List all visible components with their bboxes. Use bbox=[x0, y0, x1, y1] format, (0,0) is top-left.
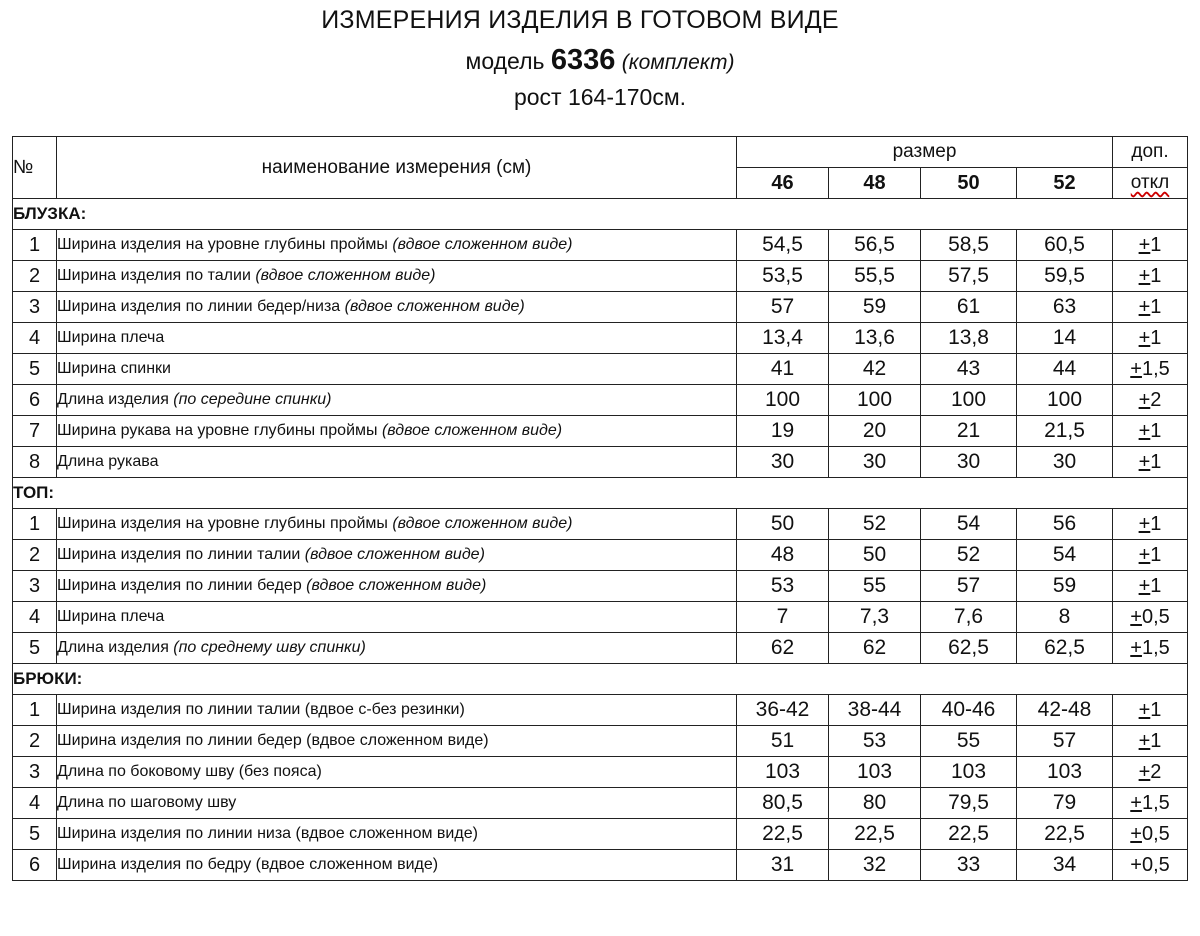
size-value-46: 22,5 bbox=[737, 819, 829, 850]
size-value-52: 103 bbox=[1017, 757, 1113, 788]
size-value-50: 79,5 bbox=[921, 788, 1017, 819]
tolerance-cell bbox=[1113, 757, 1188, 788]
tolerance-cell bbox=[1113, 261, 1188, 292]
table-row bbox=[13, 602, 1188, 633]
size-value-48: 55 bbox=[829, 571, 921, 602]
size-value-46: 19 bbox=[737, 416, 829, 447]
measurement-name: Ширина спинки bbox=[57, 360, 171, 377]
measurement-name: Ширина плеча bbox=[57, 329, 165, 346]
measurement-name-cell bbox=[57, 602, 737, 633]
size-value-46: 53,5 bbox=[737, 261, 829, 292]
plus-minus-sign: + bbox=[1138, 233, 1151, 256]
measurement-note: (вдвое сложенном виде) bbox=[306, 577, 487, 594]
row-number: 4 bbox=[13, 323, 57, 354]
section-title: БРЮКИ: bbox=[13, 664, 1188, 695]
table-row bbox=[13, 757, 1188, 788]
size-header-50: 50 bbox=[921, 168, 1017, 199]
size-value-48: 13,6 bbox=[829, 323, 921, 354]
tolerance-value: 1 bbox=[1150, 295, 1162, 318]
measurement-name-cell bbox=[57, 819, 737, 850]
table-row bbox=[13, 230, 1188, 261]
measurement-name: Ширина изделия на уровне глубины проймы bbox=[57, 515, 393, 532]
plus-minus-sign: + bbox=[1138, 698, 1151, 721]
measurement-name-cell bbox=[57, 757, 737, 788]
size-value-52: 44 bbox=[1017, 354, 1113, 385]
table-row bbox=[13, 819, 1188, 850]
plus-minus-sign: + bbox=[1130, 605, 1142, 628]
row-number: 4 bbox=[13, 788, 57, 819]
model-prefix: модель bbox=[465, 48, 545, 74]
size-value-48: 7,3 bbox=[829, 602, 921, 633]
header-row-1 bbox=[13, 137, 1188, 168]
size-value-48: 20 bbox=[829, 416, 921, 447]
table-row bbox=[13, 695, 1188, 726]
measurement-name-cell bbox=[57, 447, 737, 478]
tolerance-value: 0,5 bbox=[1141, 822, 1170, 845]
size-value-52: 14 bbox=[1017, 323, 1113, 354]
measurements-table-body bbox=[13, 137, 1188, 881]
table-row bbox=[13, 726, 1188, 757]
measurement-name: Ширина плеча bbox=[57, 608, 165, 625]
size-value-50: 103 bbox=[921, 757, 1017, 788]
size-value-46: 80,5 bbox=[737, 788, 829, 819]
measurement-note: (вдвое сложенном виде) bbox=[304, 546, 485, 563]
size-value-50: 57,5 bbox=[921, 261, 1017, 292]
size-value-52: 60,5 bbox=[1017, 230, 1113, 261]
measurement-name-cell bbox=[57, 695, 737, 726]
column-header-name: наименование измерения (см) bbox=[57, 137, 737, 199]
table-row bbox=[13, 261, 1188, 292]
size-value-50: 57 bbox=[921, 571, 1017, 602]
measurement-note: (вдвое сложенном виде) bbox=[344, 298, 525, 315]
table-row bbox=[13, 850, 1188, 881]
row-number: 5 bbox=[13, 633, 57, 664]
measurement-name-cell bbox=[57, 788, 737, 819]
plus-minus-sign: + bbox=[1138, 388, 1151, 411]
measurement-note: (вдвое сложенном виде) bbox=[392, 515, 573, 532]
tolerance-cell bbox=[1113, 633, 1188, 664]
plus-minus-sign: + bbox=[1130, 822, 1142, 845]
size-value-52: 62,5 bbox=[1017, 633, 1113, 664]
size-value-50: 13,8 bbox=[921, 323, 1017, 354]
row-number: 2 bbox=[13, 726, 57, 757]
measurement-name-cell bbox=[57, 292, 737, 323]
tolerance-value: 0,5 bbox=[1141, 605, 1170, 628]
measurement-name: Ширина рукава на уровне глубины проймы bbox=[57, 422, 382, 439]
size-value-46: 31 bbox=[737, 850, 829, 881]
tolerance-cell bbox=[1113, 509, 1188, 540]
row-number: 3 bbox=[13, 571, 57, 602]
measurement-name: Ширина изделия по талии bbox=[57, 267, 256, 284]
tolerance-cell bbox=[1113, 447, 1188, 478]
tolerance-cell bbox=[1113, 354, 1188, 385]
model-number: 6336 bbox=[550, 44, 616, 76]
tolerance-value: 1 bbox=[1150, 419, 1162, 442]
measurement-note: (вдвое сложенном виде) bbox=[255, 267, 436, 284]
measurement-name: Длина по шаговому шву bbox=[57, 794, 237, 811]
tolerance-value: 1 bbox=[1150, 233, 1162, 256]
measurement-note: (по середине спинки) bbox=[173, 391, 332, 408]
size-header-46: 46 bbox=[737, 168, 829, 199]
size-value-48: 22,5 bbox=[829, 819, 921, 850]
table-row bbox=[13, 788, 1188, 819]
row-number: 1 bbox=[13, 695, 57, 726]
plus-minus-sign: + bbox=[1138, 295, 1151, 318]
tolerance-abbrev: откл bbox=[1130, 172, 1170, 193]
section-title: ТОП: bbox=[13, 478, 1188, 509]
size-value-46: 100 bbox=[737, 385, 829, 416]
tolerance-value: 1,5 bbox=[1141, 791, 1170, 814]
table-row bbox=[13, 292, 1188, 323]
measurement-name: Длина изделия bbox=[57, 391, 174, 408]
section-row bbox=[13, 199, 1188, 230]
table-row bbox=[13, 571, 1188, 602]
measurements-table bbox=[12, 136, 1188, 881]
tolerance-value: 1 bbox=[1150, 543, 1162, 566]
table-row bbox=[13, 540, 1188, 571]
table-row bbox=[13, 633, 1188, 664]
measurement-name: Ширина изделия по линии бедер (вдвое сложенном виде) bbox=[57, 732, 489, 749]
size-value-48: 32 bbox=[829, 850, 921, 881]
tolerance-value: 1 bbox=[1150, 574, 1162, 597]
row-number: 6 bbox=[13, 850, 57, 881]
size-value-50: 58,5 bbox=[921, 230, 1017, 261]
section-title: БЛУЗКА: bbox=[13, 199, 1188, 230]
row-number: 6 bbox=[13, 385, 57, 416]
size-value-46: 36-42 bbox=[737, 695, 829, 726]
tolerance-value: 1 bbox=[1150, 698, 1162, 721]
size-value-52: 34 bbox=[1017, 850, 1113, 881]
row-number: 7 bbox=[13, 416, 57, 447]
tolerance-cell bbox=[1113, 850, 1188, 881]
measurement-note: (вдвое сложенном виде) bbox=[392, 236, 573, 253]
size-value-48: 56,5 bbox=[829, 230, 921, 261]
size-value-52: 30 bbox=[1017, 447, 1113, 478]
measurement-name-cell bbox=[57, 571, 737, 602]
size-value-48: 62 bbox=[829, 633, 921, 664]
tolerance-value: 1 bbox=[1150, 512, 1162, 535]
measurement-name-cell bbox=[57, 633, 737, 664]
column-header-number: № bbox=[13, 137, 57, 199]
size-value-48: 50 bbox=[829, 540, 921, 571]
size-value-48: 100 bbox=[829, 385, 921, 416]
table-row bbox=[13, 385, 1188, 416]
size-value-52: 59 bbox=[1017, 571, 1113, 602]
size-value-46: 7 bbox=[737, 602, 829, 633]
section-row bbox=[13, 478, 1188, 509]
size-value-52: 42-48 bbox=[1017, 695, 1113, 726]
plus-minus-sign: + bbox=[1138, 543, 1151, 566]
section-row bbox=[13, 664, 1188, 695]
measurement-name: Ширина изделия на уровне глубины проймы bbox=[57, 236, 393, 253]
measurement-name-cell bbox=[57, 726, 737, 757]
size-value-50: 21 bbox=[921, 416, 1017, 447]
size-value-52: 100 bbox=[1017, 385, 1113, 416]
table-row bbox=[13, 354, 1188, 385]
measurement-name: Ширина изделия по линии бедер bbox=[57, 577, 307, 594]
measurement-name-cell bbox=[57, 354, 737, 385]
size-value-52: 63 bbox=[1017, 292, 1113, 323]
measurement-name: Ширина изделия по линии талии bbox=[57, 546, 305, 563]
size-value-46: 30 bbox=[737, 447, 829, 478]
document-title: ИЗМЕРЕНИЯ ИЗДЕЛИЯ В ГОТОВОМ ВИДЕ bbox=[321, 6, 839, 34]
size-value-46: 54,5 bbox=[737, 230, 829, 261]
size-value-50: 54 bbox=[921, 509, 1017, 540]
measurement-name-cell bbox=[57, 230, 737, 261]
size-value-52: 59,5 bbox=[1017, 261, 1113, 292]
size-value-48: 55,5 bbox=[829, 261, 921, 292]
column-header-tolerance-line2 bbox=[1113, 168, 1188, 199]
tolerance-value: 0,5 bbox=[1141, 853, 1170, 876]
size-value-48: 42 bbox=[829, 354, 921, 385]
plus-minus-sign: + bbox=[1130, 636, 1142, 659]
measurement-name: Ширина изделия по линии низа (вдвое сложенном виде) bbox=[57, 825, 478, 842]
size-value-50: 62,5 bbox=[921, 633, 1017, 664]
row-number: 5 bbox=[13, 819, 57, 850]
measurement-note: (по среднему шву спинки) bbox=[173, 639, 366, 656]
size-value-46: 41 bbox=[737, 354, 829, 385]
plus-minus-sign: + bbox=[1130, 853, 1142, 876]
row-number: 4 bbox=[13, 602, 57, 633]
plus-minus-sign: + bbox=[1138, 419, 1151, 442]
measurement-name-cell bbox=[57, 850, 737, 881]
row-number: 2 bbox=[13, 261, 57, 292]
tolerance-cell bbox=[1113, 819, 1188, 850]
measurement-name: Длина по боковому шву (без пояса) bbox=[57, 763, 322, 780]
row-number: 5 bbox=[13, 354, 57, 385]
tolerance-cell bbox=[1113, 726, 1188, 757]
height-line: рост 164-170см. bbox=[513, 84, 687, 110]
row-number: 3 bbox=[13, 292, 57, 323]
tolerance-cell bbox=[1113, 385, 1188, 416]
size-value-52: 8 bbox=[1017, 602, 1113, 633]
plus-minus-sign: + bbox=[1130, 357, 1142, 380]
plus-minus-sign: + bbox=[1138, 574, 1151, 597]
size-value-46: 48 bbox=[737, 540, 829, 571]
tolerance-value: 1,5 bbox=[1141, 357, 1170, 380]
size-value-50: 100 bbox=[921, 385, 1017, 416]
measurement-name-cell bbox=[57, 540, 737, 571]
size-value-46: 53 bbox=[737, 571, 829, 602]
tolerance-cell bbox=[1113, 695, 1188, 726]
size-value-50: 55 bbox=[921, 726, 1017, 757]
measurement-name: Длина рукава bbox=[57, 453, 159, 470]
column-header-size: размер bbox=[737, 137, 1113, 168]
size-value-46: 13,4 bbox=[737, 323, 829, 354]
measurement-name-cell bbox=[57, 385, 737, 416]
size-value-50: 33 bbox=[921, 850, 1017, 881]
size-value-50: 7,6 bbox=[921, 602, 1017, 633]
plus-minus-sign: + bbox=[1130, 791, 1142, 814]
size-value-48: 80 bbox=[829, 788, 921, 819]
measurement-name: Ширина изделия по линии талии (вдвое с-без резинки) bbox=[57, 701, 465, 718]
tolerance-value: 1 bbox=[1150, 450, 1162, 473]
plus-minus-sign: + bbox=[1138, 450, 1151, 473]
size-value-46: 51 bbox=[737, 726, 829, 757]
table-row bbox=[13, 509, 1188, 540]
size-value-46: 57 bbox=[737, 292, 829, 323]
tolerance-cell bbox=[1113, 292, 1188, 323]
row-number: 1 bbox=[13, 509, 57, 540]
size-value-52: 21,5 bbox=[1017, 416, 1113, 447]
size-value-50: 22,5 bbox=[921, 819, 1017, 850]
tolerance-value: 1,5 bbox=[1141, 636, 1170, 659]
size-value-48: 52 bbox=[829, 509, 921, 540]
tolerance-cell bbox=[1113, 230, 1188, 261]
size-value-52: 57 bbox=[1017, 726, 1113, 757]
size-value-50: 52 bbox=[921, 540, 1017, 571]
tolerance-cell bbox=[1113, 788, 1188, 819]
model-note: (комплект) bbox=[621, 51, 735, 74]
tolerance-cell bbox=[1113, 416, 1188, 447]
size-value-48: 103 bbox=[829, 757, 921, 788]
column-header-tolerance-line1: доп. bbox=[1113, 137, 1188, 168]
tolerance-value: 2 bbox=[1150, 760, 1162, 783]
size-value-52: 56 bbox=[1017, 509, 1113, 540]
table-row bbox=[13, 323, 1188, 354]
measurement-name: Ширина изделия по бедру (вдвое сложенном виде) bbox=[57, 856, 439, 873]
size-value-52: 22,5 bbox=[1017, 819, 1113, 850]
size-value-48: 53 bbox=[829, 726, 921, 757]
size-value-52: 79 bbox=[1017, 788, 1113, 819]
model-line bbox=[0, 44, 1200, 77]
table-row bbox=[13, 447, 1188, 478]
measurement-note: (вдвое сложенном виде) bbox=[381, 422, 563, 439]
table-row bbox=[13, 416, 1188, 447]
plus-minus-sign: + bbox=[1138, 512, 1151, 535]
plus-minus-sign: + bbox=[1138, 264, 1151, 287]
measurement-name: Длина изделия bbox=[57, 639, 174, 656]
tolerance-cell bbox=[1113, 602, 1188, 633]
size-value-48: 59 bbox=[829, 292, 921, 323]
size-header-52: 52 bbox=[1017, 168, 1113, 199]
size-value-46: 62 bbox=[737, 633, 829, 664]
tolerance-cell bbox=[1113, 571, 1188, 602]
size-value-50: 40-46 bbox=[921, 695, 1017, 726]
row-number: 2 bbox=[13, 540, 57, 571]
tolerance-cell bbox=[1113, 323, 1188, 354]
size-value-52: 54 bbox=[1017, 540, 1113, 571]
size-header-48: 48 bbox=[829, 168, 921, 199]
size-value-50: 43 bbox=[921, 354, 1017, 385]
tolerance-value: 1 bbox=[1150, 264, 1162, 287]
tolerance-value: 1 bbox=[1150, 729, 1162, 752]
measurement-name-cell bbox=[57, 509, 737, 540]
row-number: 8 bbox=[13, 447, 57, 478]
size-value-46: 50 bbox=[737, 509, 829, 540]
row-number: 3 bbox=[13, 757, 57, 788]
plus-minus-sign: + bbox=[1138, 760, 1151, 783]
measurement-name: Ширина изделия по линии бедер/низа bbox=[57, 298, 345, 315]
measurement-name-cell bbox=[57, 323, 737, 354]
row-number: 1 bbox=[13, 230, 57, 261]
measurement-name-cell bbox=[57, 261, 737, 292]
size-value-48: 30 bbox=[829, 447, 921, 478]
size-value-46: 103 bbox=[737, 757, 829, 788]
measurement-name-cell bbox=[57, 416, 737, 447]
size-value-50: 30 bbox=[921, 447, 1017, 478]
plus-minus-sign: + bbox=[1138, 326, 1151, 349]
tolerance-value: 1 bbox=[1150, 326, 1162, 349]
tolerance-value: 2 bbox=[1150, 388, 1162, 411]
size-value-48: 38-44 bbox=[829, 695, 921, 726]
size-value-50: 61 bbox=[921, 292, 1017, 323]
plus-minus-sign: + bbox=[1138, 729, 1151, 752]
tolerance-cell bbox=[1113, 540, 1188, 571]
